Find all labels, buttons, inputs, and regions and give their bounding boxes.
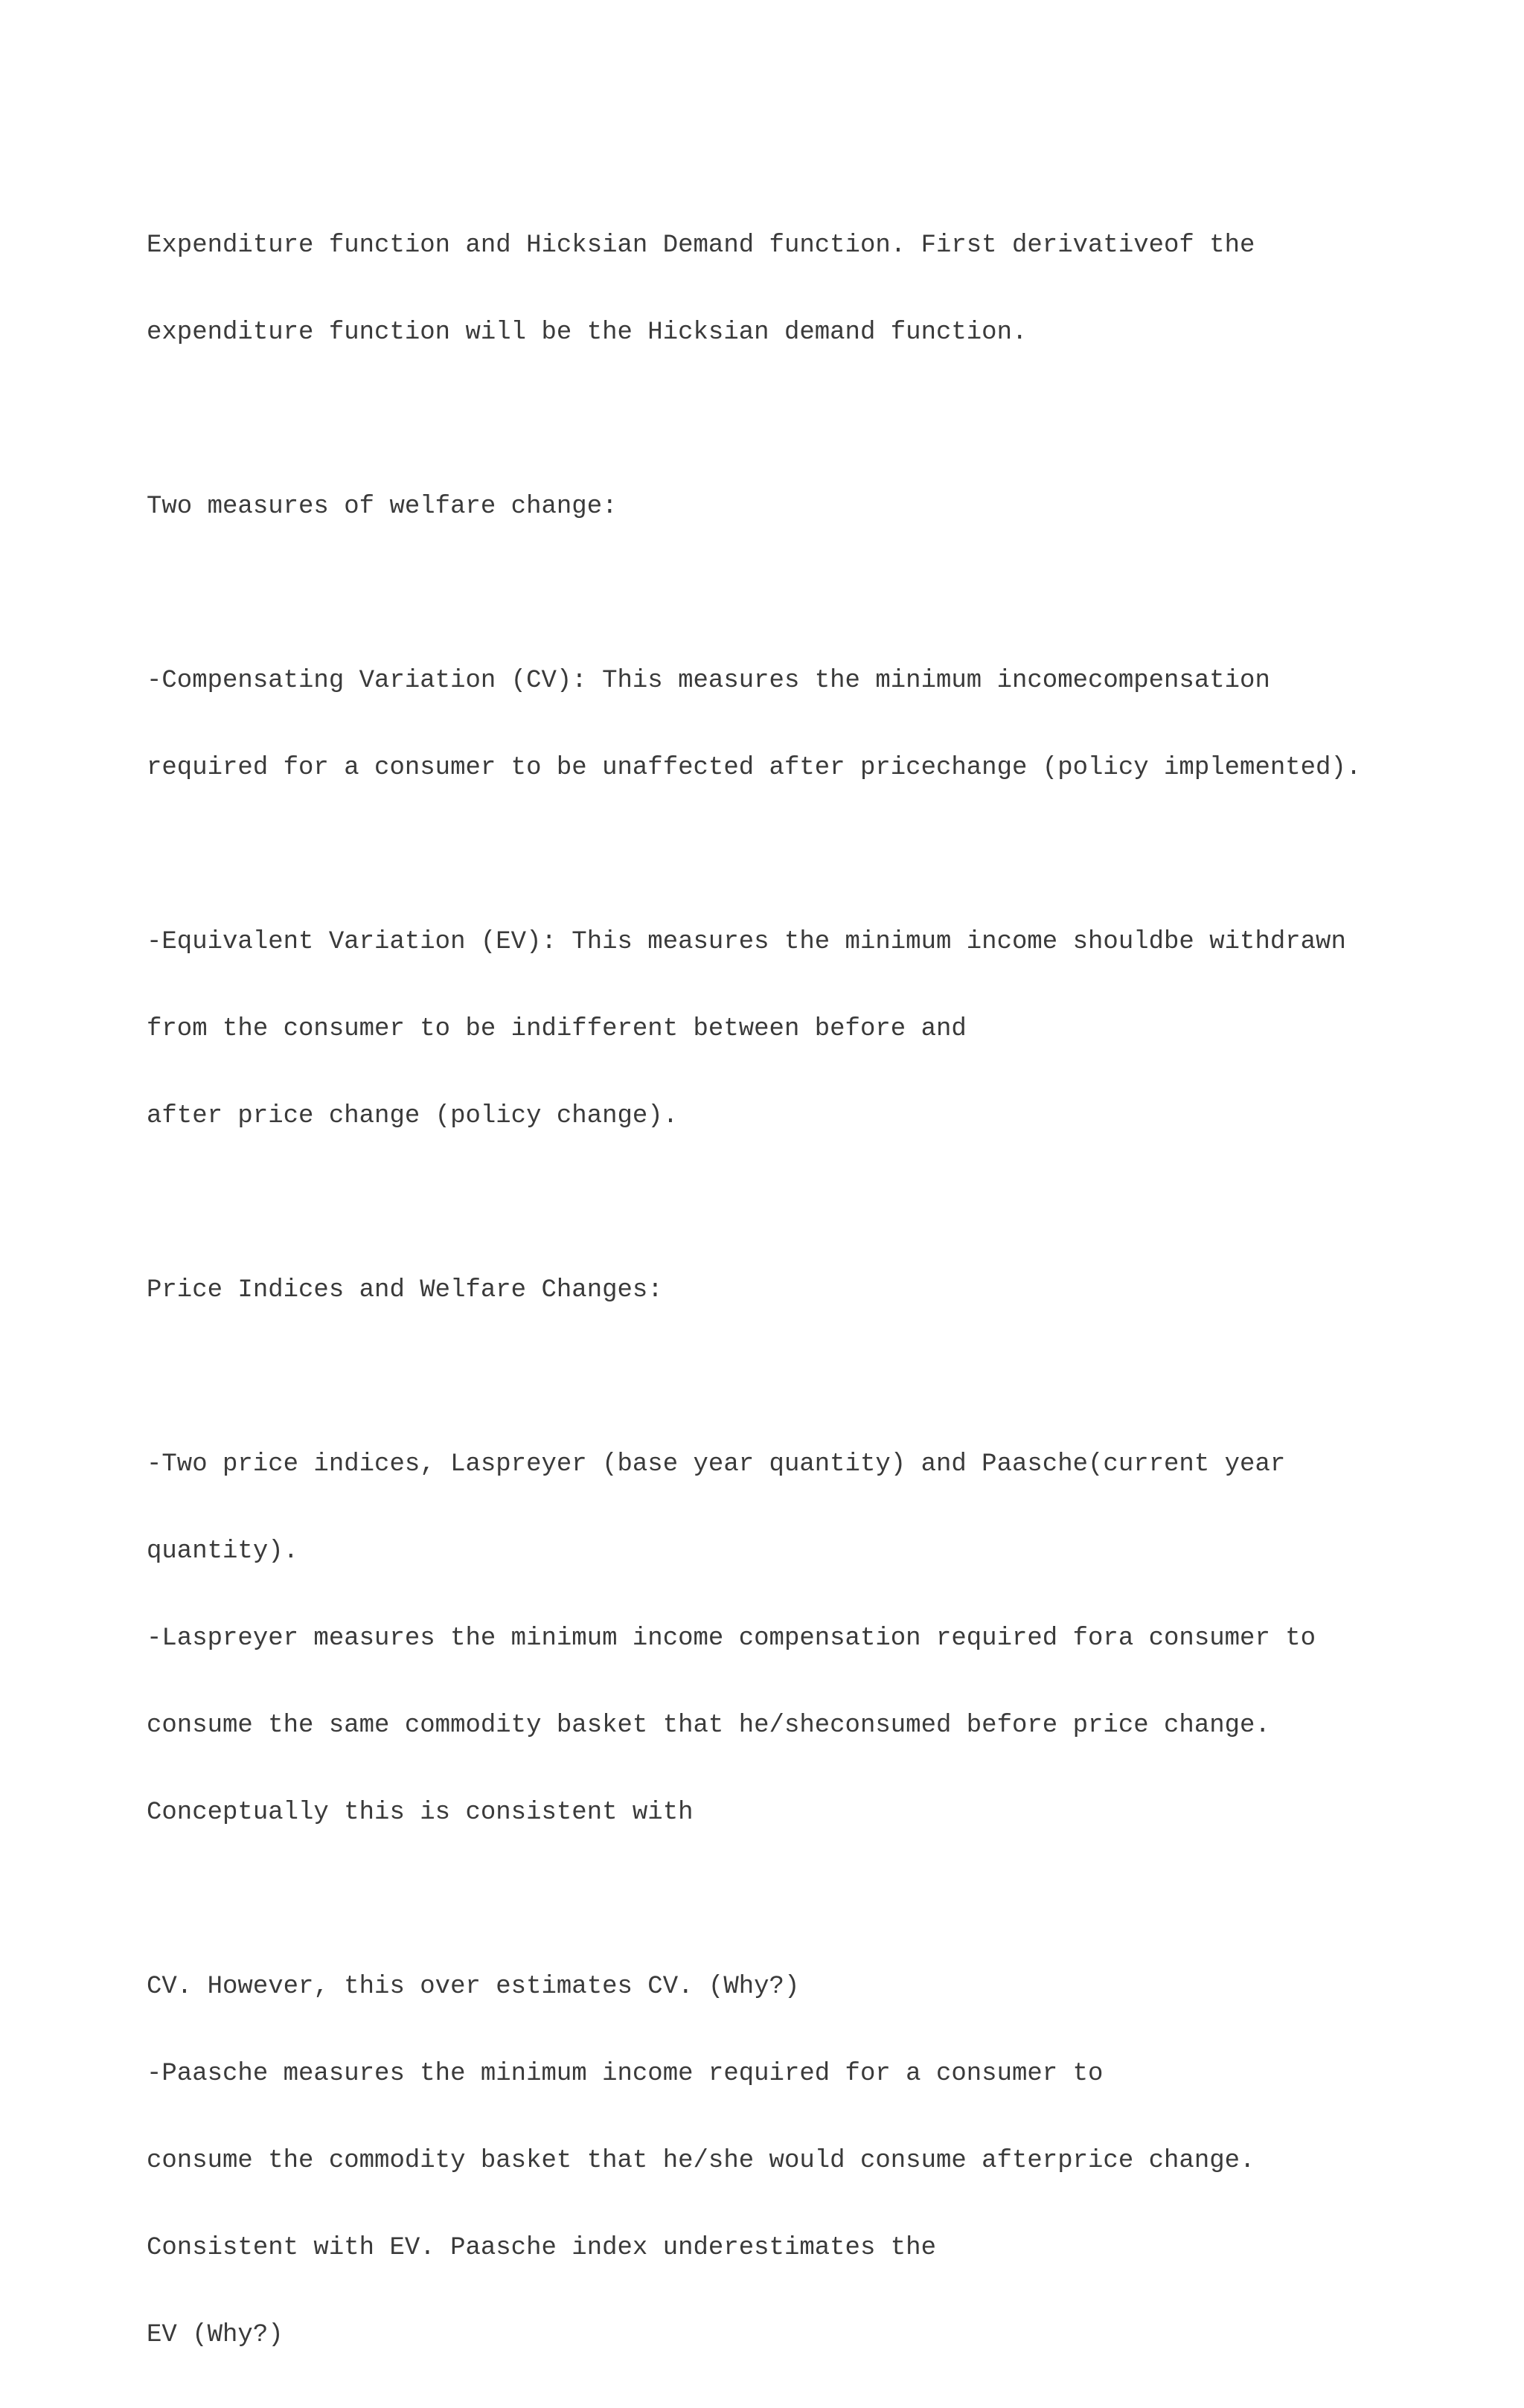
- text-line: from the consumer to be indifferent between before and: [147, 1015, 967, 1043]
- text-line: expenditure function will be the Hicksian demand function.: [147, 318, 1028, 347]
- blank-line: [147, 406, 1486, 435]
- text-line: -Paasche measures the minimum income required for a consumer to: [147, 2060, 1104, 2088]
- text-line: quantity).: [147, 1537, 299, 1566]
- text-line: -Laspreyer measures the minimum income compensation required fora consumer to: [147, 1624, 1316, 1653]
- blank-line: [147, 1189, 1486, 1218]
- text-line: Conceptually this is consistent with: [147, 1799, 694, 1827]
- text-line: CV. However, this over estimates CV. (Why?): [147, 1973, 800, 2001]
- text-line: required for a consumer to be unaffected after pricechange (policy implemented).: [147, 754, 1362, 782]
- text-line: -Compensating Variation (CV): This measures the minimum incomecompensation: [147, 667, 1270, 695]
- text-line: consume the commodity basket that he/she would consume afterprice change.: [147, 2147, 1255, 2175]
- blank-line: [147, 580, 1486, 609]
- text-line: consume the same commodity basket that he/sheconsumed before price change.: [147, 1711, 1270, 1740]
- section-heading: Price Indices and Welfare Changes:: [147, 1276, 663, 1304]
- text-line: -Two price indices, Laspreyer (base year quantity) and Paasche(current year: [147, 1450, 1286, 1479]
- text-line: after price change (policy change).: [147, 1102, 679, 1130]
- text-line: Consistent with EV. Paasche index underestimates the: [147, 2234, 936, 2262]
- text-line: Expenditure function and Hicksian Demand function. First derivativeof the: [147, 231, 1255, 260]
- section-heading: Two measures of welfare change:: [147, 493, 618, 521]
- text-line: EV (Why?): [147, 2321, 284, 2349]
- blank-line: [147, 841, 1486, 870]
- document-body: [147, 173, 1486, 2408]
- text-line: -Equivalent Variation (EV): This measures the minimum income shouldbe withdrawn: [147, 928, 1346, 956]
- blank-line: [147, 1886, 1486, 1915]
- blank-line: [147, 1363, 1486, 1392]
